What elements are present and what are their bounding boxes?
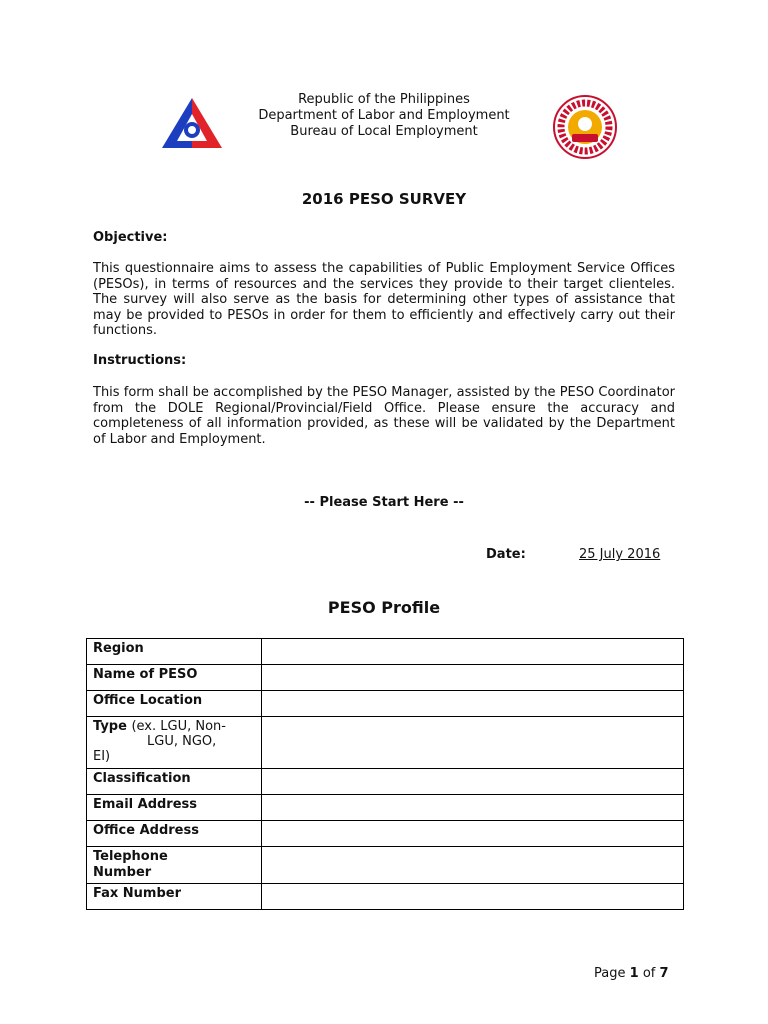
peso-seal [552, 94, 618, 160]
row-label-name: Name of PESO [87, 665, 262, 691]
type-note-line3: EI) [93, 749, 111, 764]
telephone-label-line2: Number [93, 865, 152, 880]
telephone-label-line1: Telephone [93, 849, 168, 864]
email-field[interactable] [262, 795, 684, 821]
row-label-region: Region [87, 639, 262, 665]
table-row [87, 691, 684, 717]
page-number: 1 [629, 966, 639, 981]
table-row [87, 795, 684, 821]
start-marker: -- Please Start Here -- [304, 495, 464, 510]
header-republic: Republic of the Philippines [298, 92, 470, 107]
header-department: Department of Labor and Employment [258, 108, 510, 123]
row-label-email: Email Address [87, 795, 262, 821]
table-row [87, 821, 684, 847]
objective-text: This questionnaire aims to assess the capabilities of Public Employment Service Offices (PESOs), in terms of resources and the services they provide to their target clienteles. The survey will also serve as the basis for determining other types of assistance that may be provided to PESOs in order for them to efficiently and effectively carry out their functions. [93, 261, 675, 338]
table-row [87, 769, 684, 795]
type-label: Type [93, 719, 127, 734]
page-total: 7 [659, 966, 669, 981]
fax-field[interactable] [262, 884, 684, 910]
profile-title: PESO Profile [327, 598, 441, 617]
row-label-telephone [87, 847, 262, 884]
type-note-line2: LGU, NGO, [147, 734, 217, 749]
header-bureau: Bureau of Local Employment [290, 124, 478, 139]
of-word: of [642, 966, 656, 981]
region-field[interactable] [262, 639, 684, 665]
type-field[interactable] [262, 717, 684, 769]
page-word: Page [594, 966, 626, 981]
survey-title: 2016 PESO SURVEY [301, 190, 467, 208]
instructions-heading: Instructions: [93, 353, 187, 368]
table-row [87, 884, 684, 910]
profile-table [86, 638, 684, 910]
row-label-type [87, 717, 262, 769]
date-label: Date: [486, 547, 526, 562]
table-row [87, 847, 684, 884]
peso-name-field[interactable] [262, 665, 684, 691]
row-label-office-location: Office Location [87, 691, 262, 717]
type-note-line1: (ex. LGU, Non- [131, 719, 226, 734]
office-address-field[interactable] [262, 821, 684, 847]
table-row [87, 665, 684, 691]
page-footer [594, 966, 669, 981]
row-label-classification: Classification [87, 769, 262, 795]
objective-heading: Objective: [93, 230, 168, 245]
telephone-field[interactable] [262, 847, 684, 884]
office-location-field[interactable] [262, 691, 684, 717]
instructions-text: This form shall be accomplished by the PESO Manager, assisted by the PESO Coordinator from the DOLE Regional/Provincial/Field Office. Please ensure the accuracy and completeness of all information provided, as these will be validated by the Department of Labor and Employment. [93, 385, 675, 447]
classification-field[interactable] [262, 769, 684, 795]
date-value[interactable]: 25 July 2016 [579, 547, 661, 562]
agency-header [200, 92, 568, 140]
row-label-fax: Fax Number [87, 884, 262, 910]
row-label-office-address: Office Address [87, 821, 262, 847]
table-row [87, 639, 684, 665]
table-row [87, 717, 684, 769]
